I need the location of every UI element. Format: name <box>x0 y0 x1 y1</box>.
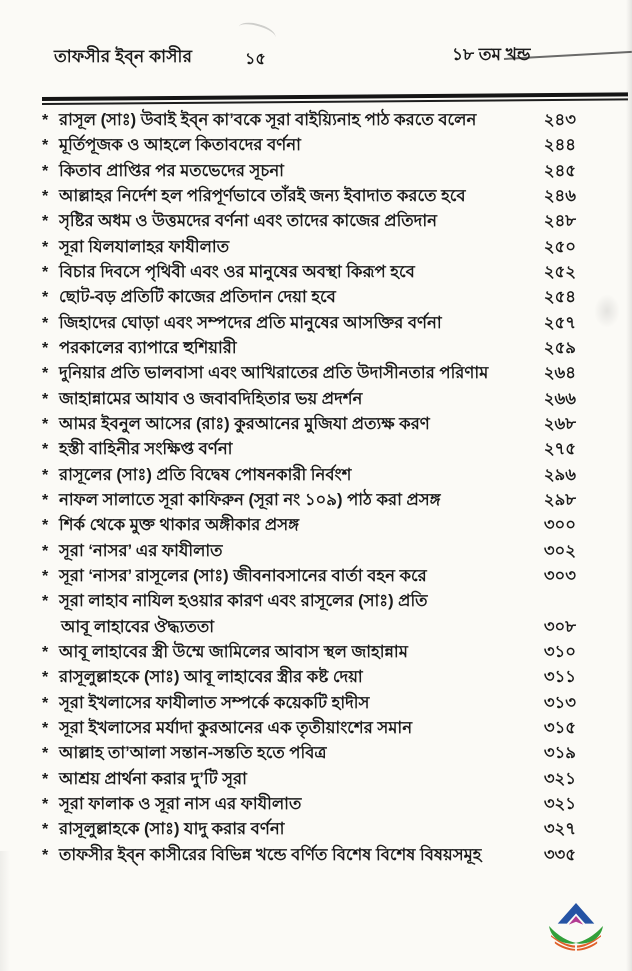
bullet-asterisk-icon: * <box>42 694 49 712</box>
toc-entry-page: ২৯৮ <box>543 490 576 509</box>
toc-entry <box>42 513 576 538</box>
toc-entry-title: কিতাব প্রাপ্তির পর মতভেদের সূচনা <box>59 161 284 180</box>
toc-entry <box>42 235 576 260</box>
toc-entry <box>42 209 576 234</box>
toc-entry <box>42 767 576 792</box>
toc-entry-page: ২৪৪ <box>543 136 576 155</box>
toc-entry <box>42 159 576 184</box>
toc-entry-page: ২৫২ <box>543 262 576 281</box>
toc-entry-page: ২৭৫ <box>543 440 576 459</box>
toc-entry <box>42 716 576 741</box>
toc-entry <box>42 665 576 690</box>
toc-entry-page: ৩২১ <box>543 769 576 788</box>
toc-entry <box>42 691 576 716</box>
toc-entry-page: ৩১১ <box>543 668 576 687</box>
toc-entry <box>42 184 576 209</box>
bullet-asterisk-icon: * <box>42 770 49 788</box>
toc-entry <box>42 412 576 437</box>
bullet-asterisk-icon: * <box>42 441 49 459</box>
toc-entry-title: দুনিয়ার প্রতি ভালবাসা এবং আখিরাতের প্রতি উদাসীনতার পরিণাম <box>59 364 489 383</box>
bullet-asterisk-icon: * <box>42 795 49 813</box>
toc-entry <box>42 387 576 412</box>
toc-entry <box>42 589 576 640</box>
toc-entry <box>42 311 576 336</box>
toc-entry-page: ৩০০ <box>543 516 576 535</box>
toc-entry <box>42 843 576 868</box>
bullet-asterisk-icon: * <box>42 213 49 231</box>
toc-entry-page: ৩১৫ <box>543 718 576 737</box>
toc-entry <box>42 437 576 462</box>
toc-entry-title: ছোট-বড় প্রতিটি কাজের প্রতিদান দেয়া হবে <box>59 288 336 307</box>
toc-entry-title: জিহাদের ঘোড়া এবং সম্পদের প্রতি মানুষের আসক্তির বর্ণনা <box>59 313 442 332</box>
bullet-asterisk-icon: * <box>42 187 49 205</box>
logo-leaves-green <box>549 926 603 944</box>
book-title: তাফসীর ইব্‌ন কাসীর <box>54 47 193 66</box>
toc-entry-page: ২৪৩ <box>543 111 576 129</box>
scan-smudge <box>237 19 278 45</box>
bullet-asterisk-icon: * <box>42 745 49 763</box>
bullet-asterisk-icon: * <box>42 669 49 687</box>
toc-entry-page: ২৬৮ <box>543 414 576 433</box>
toc-entry-page: ২৯৬ <box>543 465 576 484</box>
toc-entry-title: রাসূলুল্লাহকে (সাঃ) আবূ লাহাবের স্ত্রীর কষ্ট দেয়া <box>59 668 363 687</box>
toc-entry-title: সূরা ফালাক ও সূরা নাস এর ফাযীলাত <box>59 794 302 813</box>
bullet-asterisk-icon: * <box>42 491 49 509</box>
toc-entry-title: সূরা ইখলাসের ফাযীলাত সম্পর্কে কয়েকটি হাদীস <box>59 693 370 712</box>
toc-entry <box>42 792 576 817</box>
toc-entry <box>42 260 576 285</box>
bullet-asterisk-icon: * <box>42 466 49 484</box>
toc-entry-title: সূরা লাহাব নাযিল হওয়ার কারণ এবং রাসূলের (সাঃ) প্রতি আবূ লাহাবের ঔদ্ধ্যততা <box>59 592 428 636</box>
toc-entry-title: আবূ লাহাবের স্ত্রী উম্মে জামিলের আবাস স্থল জাহান্নাম <box>59 642 408 661</box>
bullet-asterisk-icon: * <box>42 238 49 256</box>
scan-corner-shade <box>0 851 10 971</box>
toc-entry-title: আল্লাহর নির্দেশ হল পরিপূর্ণভাবে তাঁরই জন্য ইবাদাত করতে হবে <box>59 186 466 205</box>
bullet-asterisk-icon: * <box>42 365 49 383</box>
toc-entry-title: রাসূলের (সাঃ) প্রতি বিদ্বেষ পোষনকারী নির্বংশ <box>59 465 352 484</box>
toc-entry <box>42 133 576 158</box>
toc-entry <box>42 285 576 310</box>
toc-entry <box>42 741 576 766</box>
bullet-asterisk-icon: * <box>42 593 49 611</box>
toc-entry <box>42 539 576 564</box>
bullet-asterisk-icon: * <box>42 263 49 281</box>
toc-entry-page: ২৬৪ <box>543 364 576 383</box>
toc-entry-page: ২৫৭ <box>543 313 576 332</box>
bullet-asterisk-icon: * <box>42 567 49 585</box>
toc-entry-page: ৩২৭ <box>543 820 576 839</box>
toc-entry-page: ২৪৮ <box>543 212 576 231</box>
toc-entry <box>42 463 576 488</box>
toc-entry-title: রাসূল (সাঃ) উবাই ইব্‌ন কা’বকে সূরা বাইয়্যিনাহ পাঠ করতে বলেন <box>59 111 477 129</box>
bullet-asterisk-icon: * <box>42 314 49 332</box>
toc-entry-title: মূর্তিপূজক ও আহলে কিতাবদের বর্ণনা <box>59 136 301 155</box>
toc-entry-title: নাফল সালাতে সূরা কাফিরুন (সূরা নং ১০৯) পাঠ করা প্রসঙ্গ <box>59 490 441 509</box>
toc-entry-title: বিচার দিবসে পৃথিবী এবং ওর মানুষের অবস্থা কিরূপ হবে <box>59 262 415 281</box>
toc-entry-title: সূরা যিলযালাহর ফাযীলাত <box>59 237 230 256</box>
toc-entry-page: ২৬৬ <box>543 389 576 408</box>
toc-entry-page: ৩০৩ <box>543 566 576 585</box>
toc-entry-page: ৩১৩ <box>543 693 576 712</box>
volume-label: ১৮ তম খন্ড <box>452 45 531 64</box>
scan-smudge <box>594 294 620 328</box>
toc-entry <box>42 108 576 133</box>
toc-entry-title: আল্লাহ তা’আলা সন্তান-সন্ততি হতে পবিত্র <box>59 744 327 763</box>
bullet-asterisk-icon: * <box>42 415 49 433</box>
toc-list <box>42 108 576 868</box>
toc-entry <box>42 336 576 361</box>
bullet-asterisk-icon: * <box>42 846 49 864</box>
toc-entry-title: পরকালের ব্যাপারে হুশিয়ারী <box>59 338 237 357</box>
toc-entry <box>42 488 576 513</box>
toc-entry <box>42 564 576 589</box>
toc-entry-page: ২৪৬ <box>543 186 576 205</box>
bullet-asterisk-icon: * <box>42 289 49 307</box>
toc-entry-page: ৩০৮ <box>543 617 576 636</box>
toc-entry-title: আশ্রয় প্রার্থনা করার দু’টি সূরা <box>59 769 247 788</box>
bullet-asterisk-icon: * <box>42 390 49 408</box>
bullet-asterisk-icon: * <box>42 821 49 839</box>
toc-entry-page: ২৪৫ <box>543 161 576 180</box>
bullet-asterisk-icon: * <box>42 542 49 560</box>
bullet-asterisk-icon: * <box>42 517 49 535</box>
scan-edge-shadow <box>626 0 632 971</box>
toc-entry-page: ৩৩৫ <box>543 845 576 864</box>
toc-entry-title: আমর ইবনুল আসের (রাঃ) কুরআনের মুজিযা প্রত্যক্ষ করণ <box>59 414 430 433</box>
toc-entry-title: সৃষ্টির অধম ও উত্তমদের বর্ণনা এবং তাদের কাজের প্রতিদান <box>59 212 437 231</box>
publisher-logo-icon <box>547 902 605 952</box>
toc-entry-title: রাসূলুল্লাহকে (সাঃ) যাদু করার বর্ণনা <box>59 820 285 839</box>
toc-entry-title: জাহান্নামের আযাব ও জবাবদিহিতার ভয় প্রদর্শন <box>59 389 363 408</box>
toc-entry-page: ৩১০ <box>543 642 576 661</box>
bullet-asterisk-icon: * <box>42 643 49 661</box>
bullet-asterisk-icon: * <box>42 162 49 180</box>
toc-entry <box>42 361 576 386</box>
toc-entry-title: শির্ক থেকে মুক্ত থাকার অঙ্গীকার প্রসঙ্গ <box>59 516 300 535</box>
toc-entry-page: ৩২১ <box>543 794 576 813</box>
toc-entry <box>42 640 576 665</box>
toc-entry-title: সূরা ইখলাসের মর্যাদা কুরআনের এক তৃতীয়াংশের সমান <box>59 718 413 737</box>
toc-entry-page: ২৫৪ <box>543 288 576 307</box>
toc-entry-title: সূরা ‘নাসর’ রাসূলের (সাঃ) জীবনাবসানের বার্তা বহন করে <box>59 566 427 585</box>
toc-entry-title: হস্তী বাহিনীর সংক্ষিপ্ত বর্ণনা <box>59 440 233 459</box>
toc-entry-page: ৩১৯ <box>543 744 576 763</box>
toc-entry-page: ২৫৯ <box>543 338 576 357</box>
toc-entry-title: সূরা ‘নাসর’ এর ফাযীলাত <box>59 541 223 560</box>
bullet-asterisk-icon: * <box>42 112 49 129</box>
toc-entry-page: ২৫০ <box>543 237 576 256</box>
toc-entry <box>42 817 576 842</box>
toc-entry-title: তাফসীর ইব্‌ন কাসীরের বিভিন্ন খন্ডে বর্ণিত বিশেষ বিশেষ বিষয়সমূহ <box>59 845 482 864</box>
bullet-asterisk-icon: * <box>42 719 49 737</box>
bullet-asterisk-icon: * <box>42 339 49 357</box>
page-number: ১৫ <box>245 51 266 68</box>
toc-entry-page: ৩০২ <box>543 541 576 560</box>
bullet-asterisk-icon: * <box>42 137 49 155</box>
